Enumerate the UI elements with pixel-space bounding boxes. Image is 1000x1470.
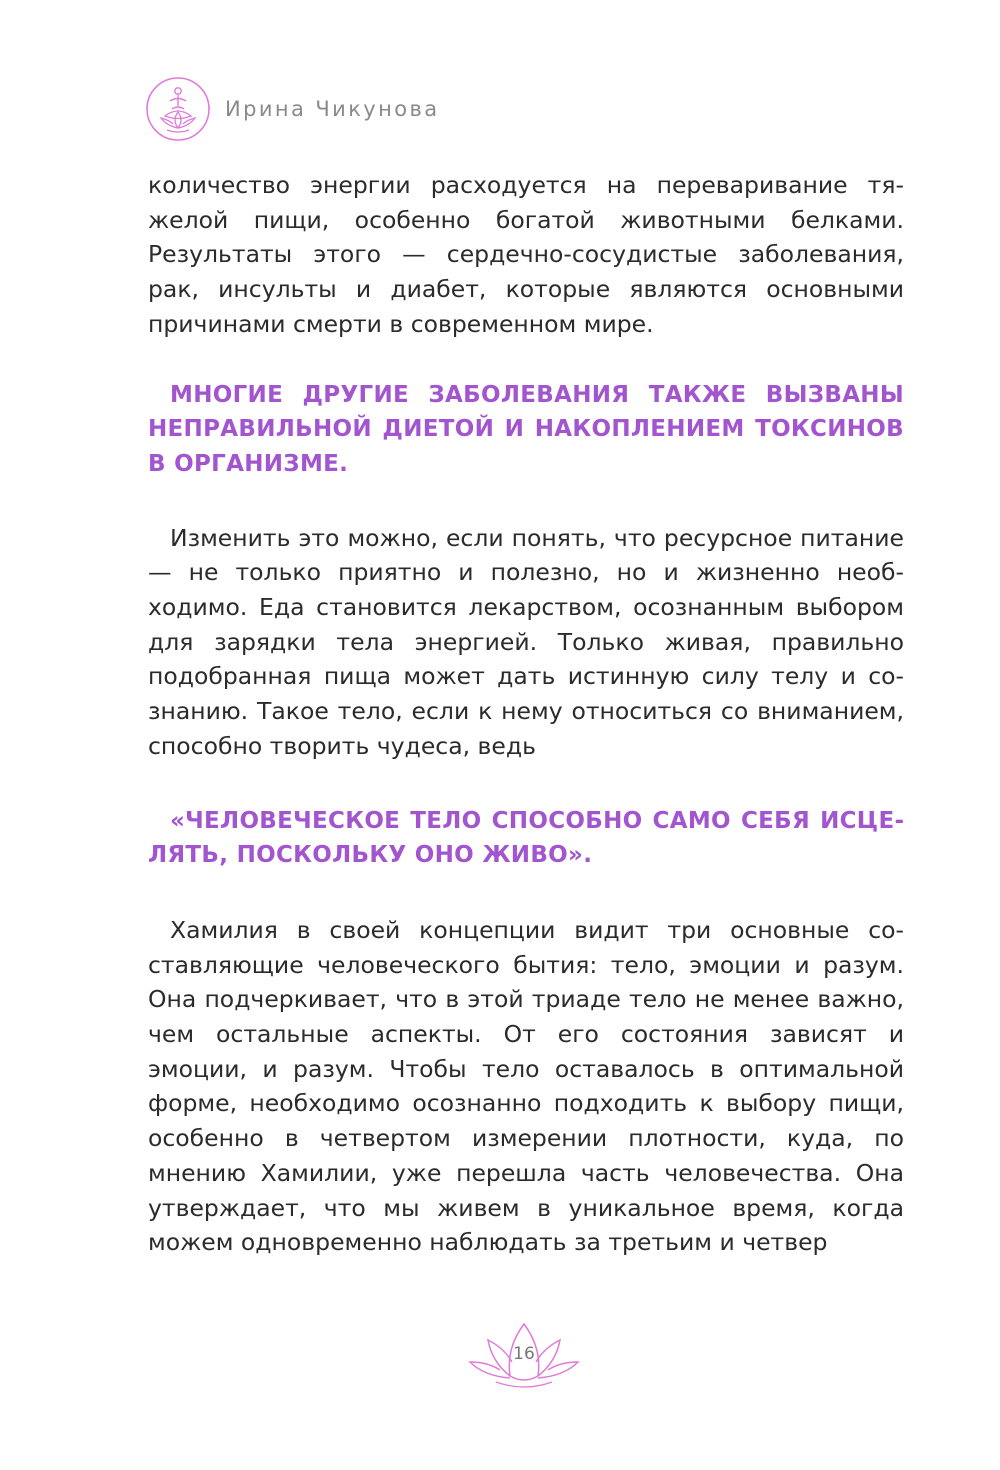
page-body bbox=[148, 168, 904, 1260]
page-header bbox=[145, 76, 440, 142]
author-name: Ирина Чикунова bbox=[225, 97, 440, 121]
highlight-quote: МНОГИЕ ДРУГИЕ ЗАБОЛЕВАНИЯ ТАКЖЕ ВЫЗВАНЫ НЕПРАВИЛЬНОЙ ДИЕТОЙ И НАКОПЛЕНИЕМ ТОКСИНОВ В ОРГАНИЗМЕ. bbox=[148, 381, 904, 477]
body-paragraph: количество энергии расходуется на переваривание тяжелой пищи, особенно богатой животными белками. Результаты этого — сердечно-сосудистые заболевания, рак, инсульты и диабет, которые являются основными причинами смерти в современном мире. bbox=[148, 171, 904, 338]
body-paragraph: Изменить это можно, если понять, что ресурсное питание — не только приятно и полезно, но и жизненно необходимо. Еда становится лекарством, осознанным выбором для зарядки тела энергией. Только живая, правильно подобранная пища может дать истинную силу телу и сознанию. Такое тело, если к нему относиться со вниманием, способно творить чудеса, ведь bbox=[148, 523, 904, 760]
body-paragraph: Хамилия в своей концепции видит три основные составляющие человеческого бытия: тело, эмоции и разум. Она подчеркивает, что в этой триаде тело не менее важно, чем остальные аспекты. От его состояния зависят и эмоции, и разум. Чтобы тело оставалось в оптимальной форме, необходимо осознанно подходить к выбору пищи, особенно в четвертом измерении плотности, куда, по мнению Хамилии, уже перешла часть человечества. Она утверждает, что мы живем в уникальное время, когда можем одновременно наблюдать за третьим и четвер bbox=[148, 915, 904, 1257]
highlight-quote: «ЧЕЛОВЕЧЕСКОЕ ТЕЛО СПОСОБНО САМО СЕБЯ ИСЦЕЛЯТЬ, ПОСКОЛЬКУ ОНО ЖИВО». bbox=[148, 807, 904, 869]
meditation-lotus-icon bbox=[145, 76, 211, 142]
page-number: 16 bbox=[513, 1344, 535, 1364]
page-number-footer bbox=[466, 1318, 582, 1396]
